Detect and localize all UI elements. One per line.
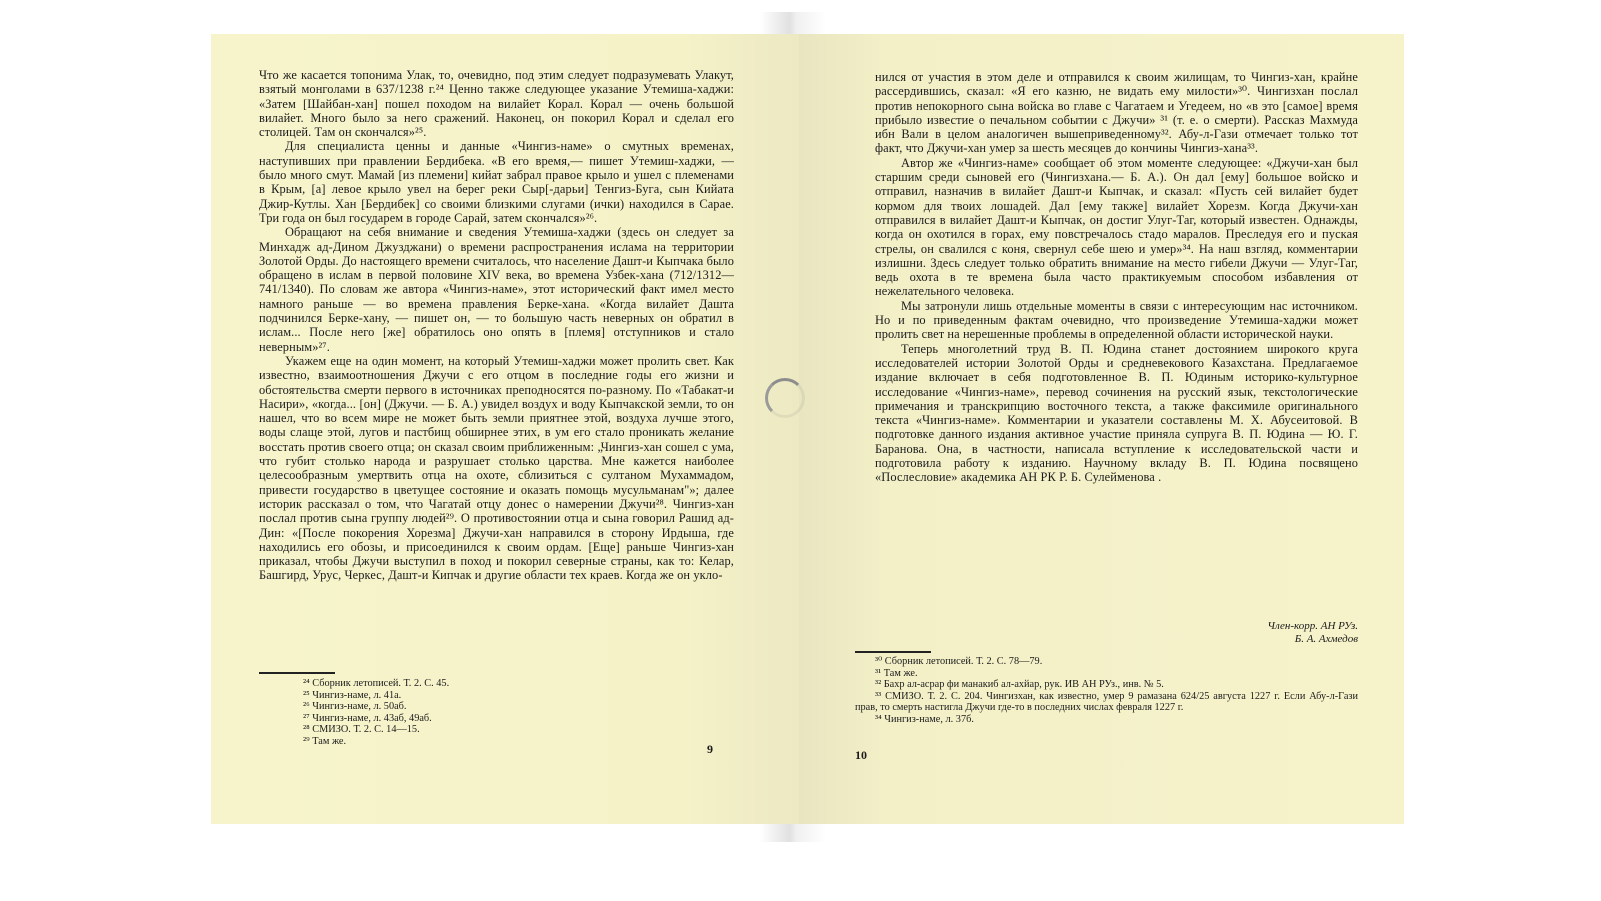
right-page-footnotes — [855, 656, 1358, 726]
signature-title: Член-корр. АН РУз. — [1267, 620, 1358, 632]
footnote: ³⁴ Чингиз-наме, л. 37б. — [875, 713, 974, 725]
footnote-divider — [259, 672, 335, 674]
left-page-footnotes — [283, 678, 733, 748]
paragraph: Мы затронули лишь отдельные моменты в связи с интересующим нас источником. Но и по приведенным фактам очевидно, что произведение Утемиша-хаджи может пролить свет на нерешенные проблемы в определенной области исторической науки. — [875, 298, 1358, 342]
footnote-divider — [855, 651, 931, 653]
page-number: 9 — [707, 742, 713, 756]
right-page-body — [875, 70, 1358, 485]
footnote: ³⁰ Сборник летописей. Т. 2. С. 78—79. — [875, 656, 1043, 667]
signature-name: Б. А. Ахмедов — [1294, 633, 1358, 645]
paragraph: Теперь многолетний труд В. П. Юдина станет достоянием широкого круга исследователей истории Золотой Орды и средневекового Казахстана. Предлагаемое издание включает в себя подготовленное В. П. Юдиным историко-культурное исследование «Чингиз-наме», перевод сочинения на русский язык, текстологические примечания и транскрипцию восточного текста, а также факсимиле оригинального текста «Чингиз-наме». Комментарии и указатели составлены М. Х. Абусеитовой. В подготовке данного издания активное участие приняла супруга В. П. Юдина — Ю. Г. Баранова. Она, в частности, написала вступление к исследовательской части и подготовила работу к изданию. Научному вкладу В. П. Юдина посвящено «Послесловие» академика АН РК Р. Б. Сулейменова . — [875, 341, 1358, 485]
page-number: 10 — [855, 748, 867, 762]
paragraph: Что же касается топонима Улак, то, очевидно, под этим следует подразумевать Улакут, взятый монголами в 637/1238 г.²⁴ Ценно также следующее указание Утемиша-хаджи: «Затем [Шайбан-хан] пошел походом на вилайет Корал. Корал — очень большой вилайет. Много было за него сражений. Наконец, он покорил Корал и сделал его столицей. Там он скончался»²⁵. — [259, 68, 734, 140]
loading-spinner-icon — [765, 378, 805, 418]
paragraph: Укажем еще на один момент, на который Утемиш-хаджи может пролить свет. Как известно, взаимоотношения Джучи с его отцом в последние годы его жизни и обстоятельства смерти первого в источниках преподносятся по-разному. По «Табакат-и Насири», «когда... [он] (Джучи. — Б. А.) увидел воздух и воду Кыпчакской земли, то он нашел, что во всем мире не может быть земли приятнее этой, воздуха лучше этого, воды слаще этой, лугов и пастбищ обширнее этих, в ум его стало проникать желание восстать против своего отца; он сказал своим приближенным: „Чингиз-хан сошел с ума, что губит столько народа и разрушает столько царства. Мне кажется наиболее целесообразным умертвить отца на охоте, сблизиться с султаном Мухаммадом, привести государство в цветущее состояние и оказать помощь мусульманам"»; далее историк рассказал о том, что Чагатай отцу донес о намерении Джучи²⁸. Чингиз-хан послал против сына группу людей²⁹. О противостоянии отца и сына говорил Рашид ад-Дин: «[После покорения Хорезма] Джучи-хан направился в сторону Ирдыша, где находились его обозы, и присоединился к своим ордам. [Еще] раньше Чингиз-хан приказал, чтобы Джучи выступил в поход и покорил северные страны, как то: Келар, Башгирд, Урус, Черкес, Дашт-и Кипчак и другие области тех краев. Когда же он укло- — [259, 353, 734, 583]
footnote: ²⁷ Чингиз-наме, л. 43аб, 49аб. — [303, 712, 432, 724]
author-signature — [1085, 620, 1358, 646]
footnote: ²⁹ Там же. — [303, 735, 347, 747]
footnote: ²⁸ СМИЗО. Т. 2. С. 14—15. — [303, 724, 420, 736]
footnote: ²⁶ Чингиз-наме, л. 50аб. — [303, 701, 407, 713]
right-page — [799, 34, 1404, 824]
left-page-body — [259, 68, 734, 583]
footnote: ²⁴ Сборник летописей. Т. 2. С. 45. — [303, 678, 450, 689]
paragraph: Автор же «Чингиз-наме» сообщает об этом моменте следующее: «Джучи-хан был старшим среди сыновей его (Чингизхана.— Б. А.). Он дал [ему] большое войско и отправил, назначив в вилайет Дашт-и Кыпчак, и сказал: «Пусть сей вилайет будет кормом для твоих лошадей. Дал [ему также] вилайет Хорезм. Когда Джучи-хан отправился в вилайет Дашт-и Кыпчак, он достиг Улуг-Таг, который известен. Однажды, когда он охотился в горах, ему повстречалось стадо маралов. Преследуя его и пуская стрелы, он свалился с коня, свернул себе шею и умер»³⁴. На наш взгляд, комментарии излишни. Здесь следует только обратить внимание на место гибели Джучи — Улуг-Таг, ведь охота в те времена была часто практикуемым способом избавления от нежелательного человека. — [875, 155, 1358, 299]
paragraph: Обращают на себя внимание и сведения Утемиша-хаджи (здесь он следует за Минхадж ад-Дином Джузджани) о времени распространения ислама на территории Золотой Орды. До настоящего времени считалось, что население Дашт-и Кыпчака было обращено в ислам в первой половине XIV века, во времена Узбек-хана (712/1312—741/1340). По словам же автора «Чингиз-наме», этот исторический факт имел место намного раньше — во времена правления Берке-хана. «Когда вилайет Дашта подчинился Берке-хану, — пишет он, — то большую часть неверных он обратил в ислам... После него [же] обратилось оно опять в [племя] отступников и стало неверным»²⁷. — [259, 225, 734, 354]
footnote: ³¹ Там же. — [875, 667, 918, 679]
paragraph: нился от участия в этом деле и отправился к своим жилищам, то Чингиз-хан, крайне рассердившись, сказал: «Я его казню, не видать ему милости»³⁰. Чингизхан послал против непокорного сына войска во главе с Чагатаем и Угедеем, но «в это [самое] время прибыло известие о печальном событии с Джучи» ³¹ (т. е. о смерти). Рассказ Махмуда ибн Вали в целом аналогичен вышеприведенному³². Абу-л-Гази отмечает только тот факт, что Джучи-хан умер за шесть месяцев до кончины Чингиз-хана³³. — [875, 70, 1358, 156]
paragraph: Для специалиста ценны и данные «Чингиз-наме» о смутных временах, наступивших при правлении Бердибека. «В его время,— пишет Утемиш-хаджи, — было много смут. Мамай [из племени] кийат забрал правое крыло и ушел с племенами в Крым, [а] левое крыло увел на берег реки Сыр[-дарьи] Тенгиз-Буга, сын Кийата Джир-Кутлы. Хан [Бердибек] со своими близкими слугами (ички) находился в Сарае. Три года он был государем в городе Сарай, затем скончался»²⁶. — [259, 139, 734, 225]
footnote: ²⁵ Чингиз-наме, л. 41а. — [303, 689, 402, 701]
footnote: ³³ СМИЗО. Т. 2. С. 204. Чингизхан, как известно, умер 9 рамазана 624/25 августа 1227 г. Если Абу-л-Гази прав, то смерть настигла Джучи где-то в последних числах февраля 1227 г. — [855, 690, 1358, 714]
left-page — [211, 34, 799, 824]
footnote: ³² Бахр ал-асрар фи манакиб ал-ахйар, рук. ИВ АН РУз., инв. № 5. — [875, 679, 1164, 691]
